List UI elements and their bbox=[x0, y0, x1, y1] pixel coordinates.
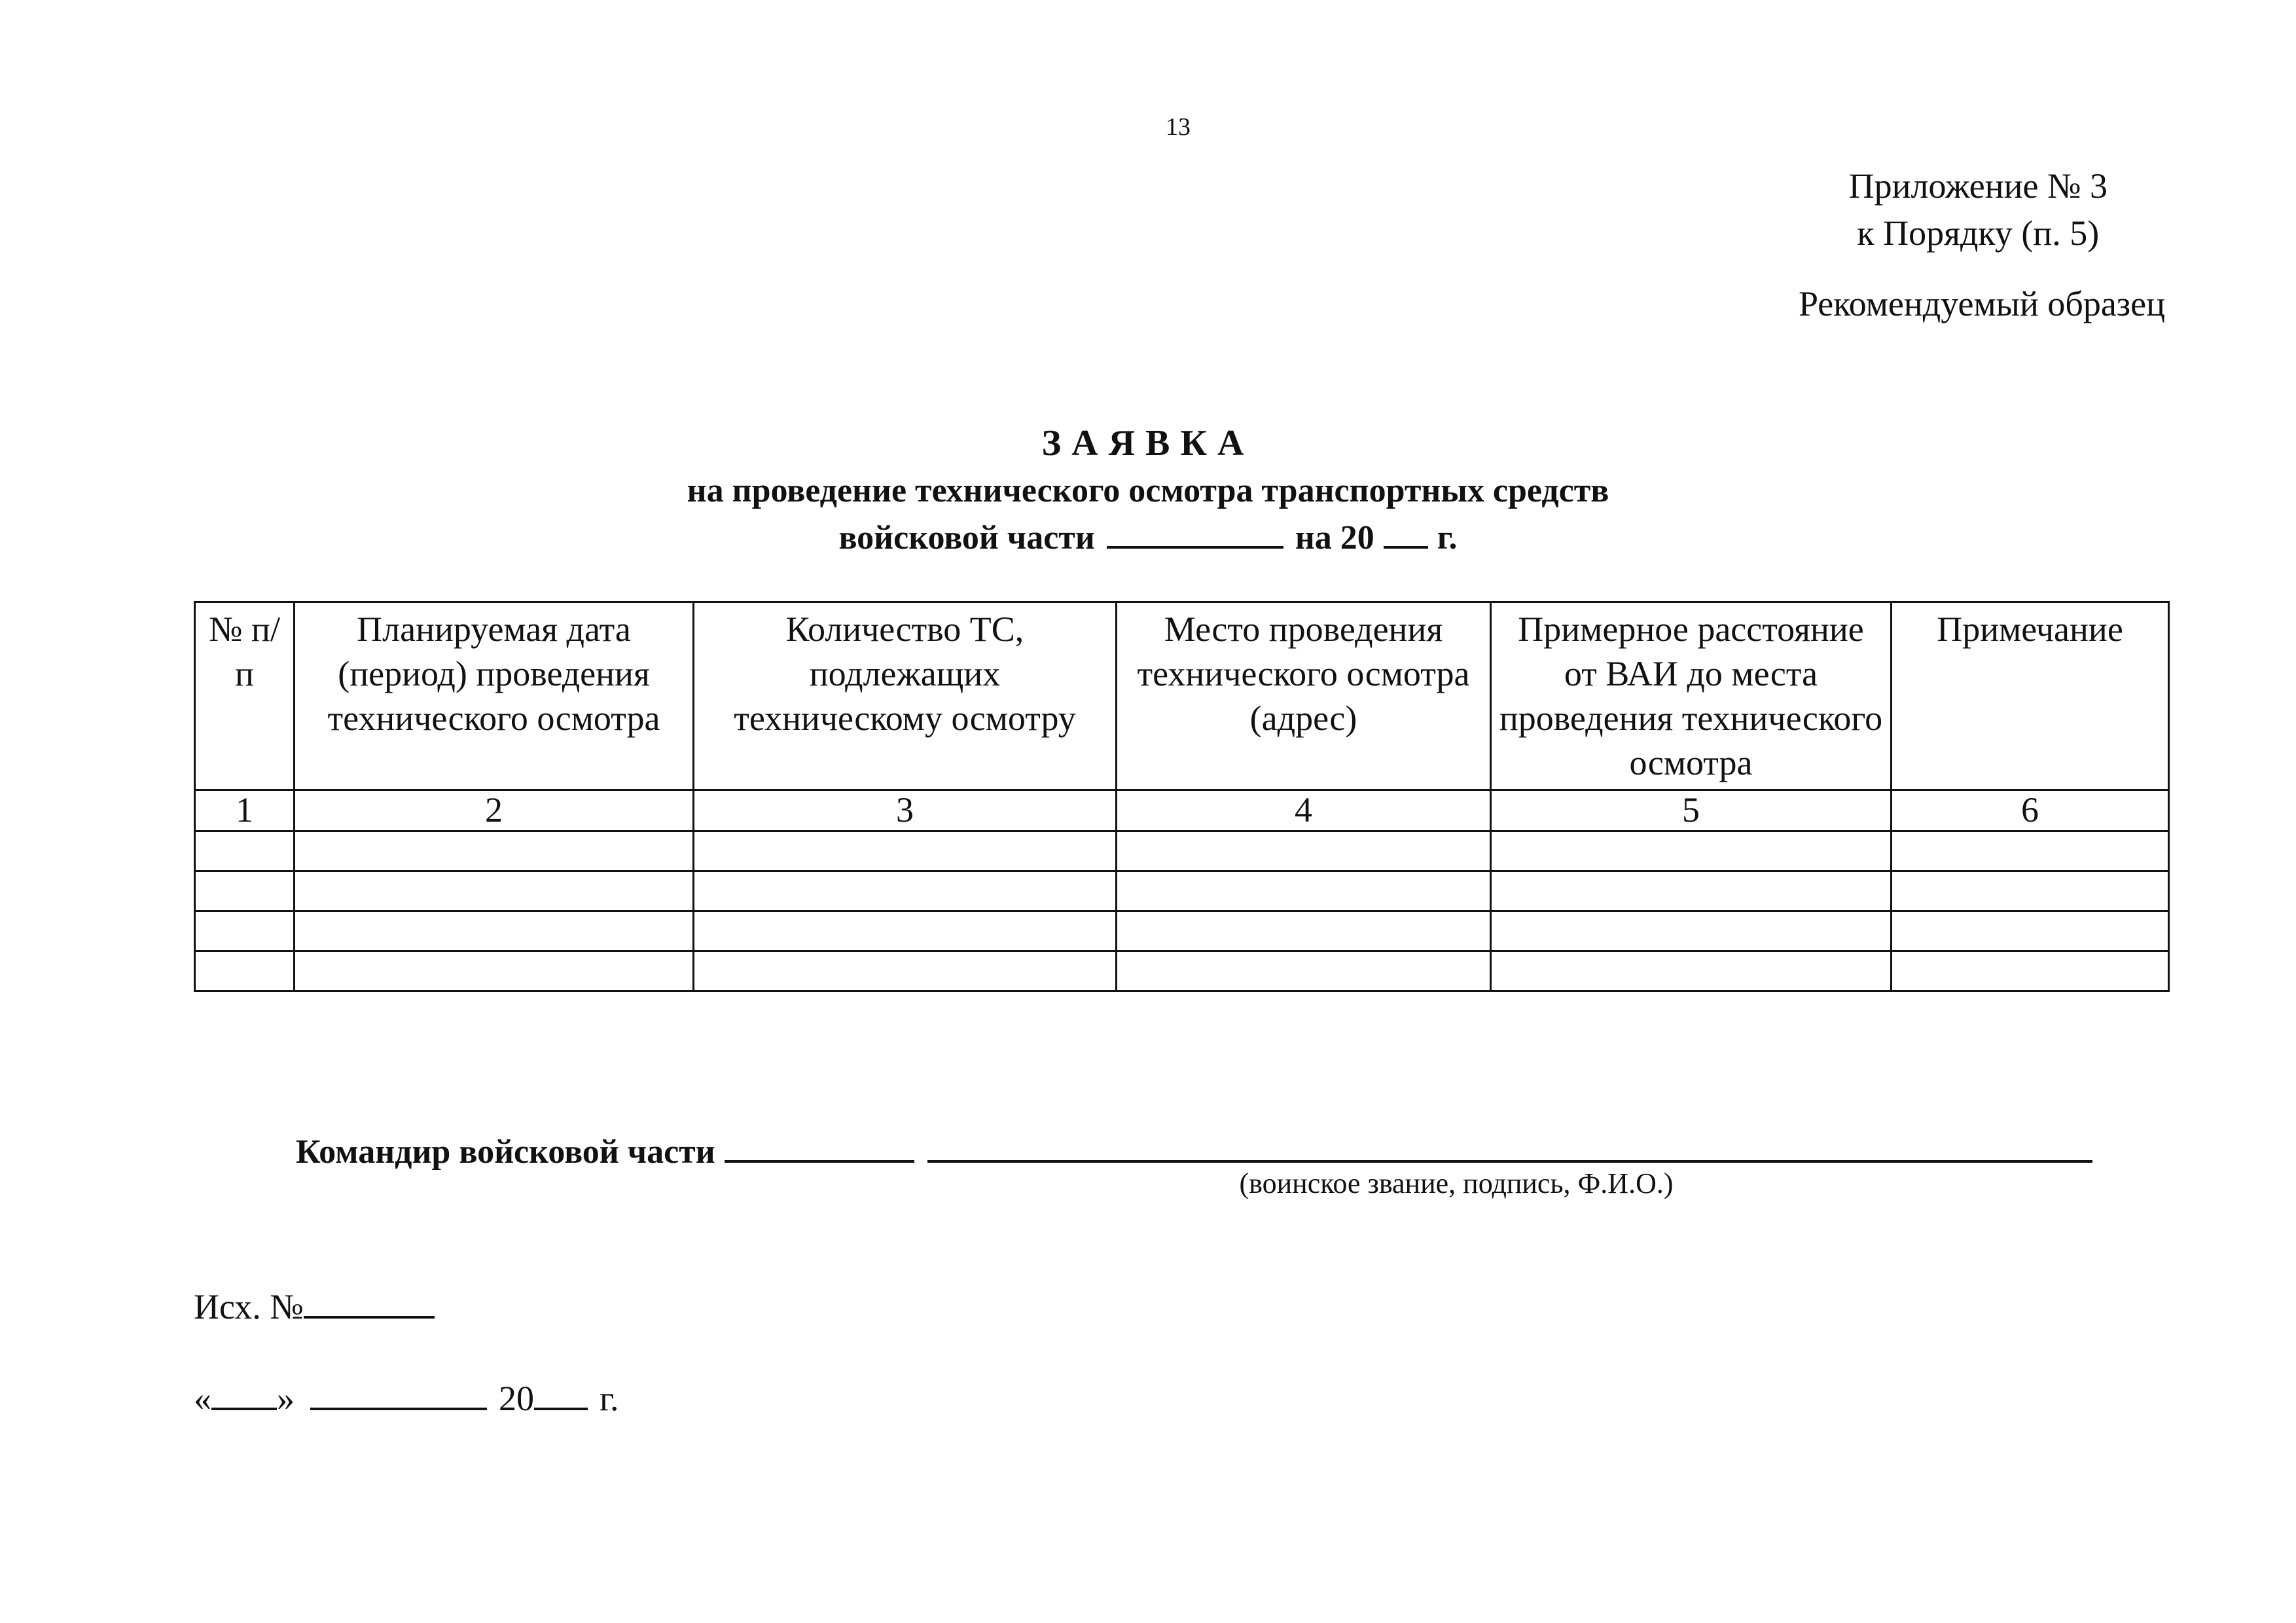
table-cell[interactable] bbox=[1117, 911, 1491, 951]
date-year-suffix: г. bbox=[600, 1379, 619, 1418]
commander-label: Командир войсковой части bbox=[296, 1133, 715, 1171]
page-number: 13 bbox=[1166, 113, 1191, 141]
table-cell[interactable] bbox=[1117, 871, 1491, 911]
signature-hint: (воинское звание, подпись, Ф.И.О.) bbox=[1239, 1167, 1674, 1199]
table-cell[interactable] bbox=[1491, 871, 1892, 911]
table-cell[interactable] bbox=[295, 911, 694, 951]
column-number: 4 bbox=[1117, 790, 1491, 831]
table-header-row bbox=[195, 602, 2169, 790]
header-note: Примечание bbox=[1892, 602, 2169, 790]
header-row-number: № п/п bbox=[195, 602, 295, 790]
table-cell[interactable] bbox=[195, 951, 295, 991]
title-unit-label: войсковой части bbox=[838, 519, 1095, 556]
table-cell[interactable] bbox=[195, 831, 295, 871]
title-unit-year-line bbox=[0, 515, 2296, 562]
table-row bbox=[195, 911, 2169, 951]
table-cell[interactable] bbox=[694, 951, 1117, 991]
column-number: 1 bbox=[195, 790, 295, 831]
table-cell[interactable] bbox=[1892, 831, 2169, 871]
table-cell[interactable] bbox=[1491, 911, 1892, 951]
commander-signature-blank-field[interactable] bbox=[927, 1131, 2092, 1163]
table-cell[interactable] bbox=[295, 951, 694, 991]
header-vehicle-count: Количество ТС, подлежащих техническому осмотру bbox=[694, 602, 1117, 790]
table-row bbox=[195, 871, 2169, 911]
table-row bbox=[195, 831, 2169, 871]
outgoing-number-label: Исх. № bbox=[194, 1287, 304, 1326]
table-cell[interactable] bbox=[295, 871, 694, 911]
header-inspection-place: Место проведения технического осмотра (адрес) bbox=[1117, 602, 1491, 790]
header-distance: Примерное расстояние от ВАИ до места проведения технического осмотра bbox=[1491, 602, 1892, 790]
column-number: 2 bbox=[295, 790, 694, 831]
header-planned-date: Планируемая дата (период) проведения технического осмотра bbox=[295, 602, 694, 790]
column-number: 6 bbox=[1892, 790, 2169, 831]
commander-signature-line bbox=[296, 1131, 2092, 1171]
sample-label: Рекомендуемый образец bbox=[1798, 284, 2165, 323]
appendix-order-ref: к Порядку (п. 5) bbox=[1857, 213, 2100, 253]
outgoing-number-blank-field[interactable] bbox=[304, 1286, 435, 1319]
day-blank-field[interactable] bbox=[211, 1377, 277, 1410]
table-cell[interactable] bbox=[694, 871, 1117, 911]
title-main: ЗАЯВКА bbox=[1041, 423, 1255, 464]
table-cell[interactable] bbox=[1892, 951, 2169, 991]
date-open-quote: « bbox=[194, 1379, 211, 1418]
date-year-prefix: 20 bbox=[499, 1379, 534, 1418]
table-cell[interactable] bbox=[195, 911, 295, 951]
table-cell[interactable] bbox=[195, 871, 295, 911]
table-cell[interactable] bbox=[694, 831, 1117, 871]
table-cell[interactable] bbox=[1491, 951, 1892, 991]
year-blank-field[interactable] bbox=[1384, 516, 1428, 549]
table-row bbox=[195, 951, 2169, 991]
title-year-label: на 20 bbox=[1295, 519, 1374, 556]
date-year-blank-field[interactable] bbox=[534, 1377, 588, 1410]
title-subtitle: на проведение технического осмотра транспортных средств bbox=[687, 472, 1609, 509]
outgoing-number-line bbox=[194, 1286, 435, 1327]
table-cell[interactable] bbox=[295, 831, 694, 871]
unit-blank-field[interactable] bbox=[1107, 516, 1283, 549]
document-title bbox=[0, 419, 2296, 562]
title-year-suffix: г. bbox=[1437, 519, 1458, 556]
column-number: 3 bbox=[694, 790, 1117, 831]
table-cell[interactable] bbox=[1117, 831, 1491, 871]
appendix-number: Приложение № 3 bbox=[1848, 166, 2108, 206]
column-number-row bbox=[195, 790, 2169, 831]
table-cell[interactable] bbox=[1892, 871, 2169, 911]
commander-unit-blank-field[interactable] bbox=[725, 1131, 914, 1163]
table-cell[interactable] bbox=[1491, 831, 1892, 871]
date-close-quote: » bbox=[277, 1379, 295, 1418]
table-cell[interactable] bbox=[1892, 911, 2169, 951]
table-cell[interactable] bbox=[1117, 951, 1491, 991]
month-blank-field[interactable] bbox=[310, 1377, 487, 1410]
inspection-request-table bbox=[194, 601, 2170, 992]
appendix-reference bbox=[1849, 162, 2108, 257]
column-number: 5 bbox=[1491, 790, 1892, 831]
date-line bbox=[194, 1377, 619, 1419]
table-cell[interactable] bbox=[694, 911, 1117, 951]
